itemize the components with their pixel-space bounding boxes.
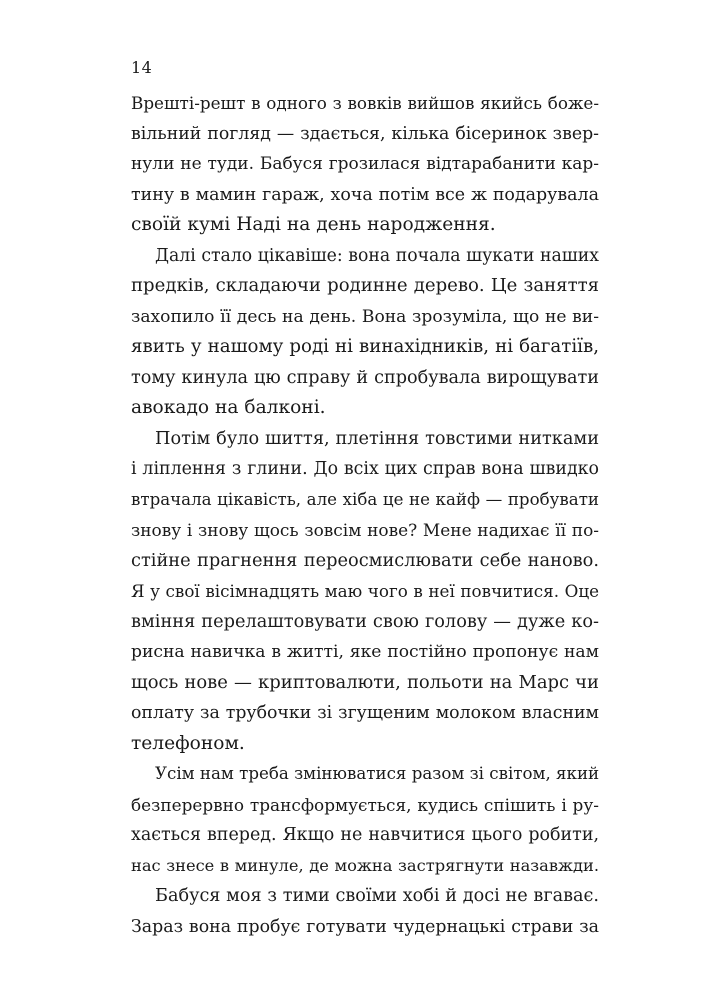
text-line: своїй кумі Наді на день народження. bbox=[131, 214, 496, 235]
text-line: тому кинула цю справу й спробувала вирощувати bbox=[131, 367, 599, 388]
text-line: захопило її десь на день. Вона зрозуміла, що не ви- bbox=[131, 306, 599, 327]
text-line: тину в мамин гараж, хоча потім все ж подарувала bbox=[131, 184, 599, 205]
text-line: авокадо на балконі. bbox=[131, 397, 326, 418]
text-line: Усім нам треба змінюватися разом зі світом, який bbox=[155, 764, 600, 783]
text-line: явить у нашому роді ні винахідників, ні багатіїв, bbox=[131, 336, 599, 357]
text-line: вільний погляд — здається, кілька бісеринок звер- bbox=[131, 123, 599, 144]
text-line: знову і знову щось зовсім нове? Мене надихає її по- bbox=[131, 520, 599, 540]
text-line: нули не туди. Бабуся грозилася відтарабанити кар- bbox=[131, 154, 599, 174]
text-line: предків, складаючи родинне дерево. Це заняття bbox=[131, 275, 599, 296]
text-line: телефоном. bbox=[131, 732, 245, 754]
text-line: хається вперед. Якщо не навчитися цього робити, bbox=[131, 825, 599, 845]
text-line: щось нове — криптовалюти, польоти на Марс чи bbox=[131, 671, 599, 693]
text-line: Я у свої вісімнадцять маю чого в неї повчитися. Оце bbox=[131, 581, 599, 601]
text-line: стійне прагнення переосмислювати себе наново. bbox=[131, 549, 599, 571]
text-line: нас знесе в минуле, де можна застрягнути назавжди. bbox=[131, 855, 599, 875]
text-line: Зараз вона пробує готувати чудернацькі страви за bbox=[131, 916, 599, 937]
text-line: Врешті-решт в одного з вовків вийшов якийсь боже- bbox=[131, 93, 599, 113]
page-number: 14 bbox=[131, 58, 153, 77]
text-line: рисна навичка в житті, яке постійно пропонує нам bbox=[131, 642, 599, 662]
text-line: Потім було шиття, плетіння товстими нитками bbox=[155, 428, 599, 449]
text-line: Бабуся моя з тими своїми хобі й досі не вгаває. bbox=[155, 886, 599, 906]
text-line: і ліплення з глини. До всіх цих справ вона швидко bbox=[131, 459, 599, 479]
body-text bbox=[131, 88, 599, 942]
text-line: вміння перелаштовувати свою голову — дуже ко- bbox=[131, 611, 599, 632]
text-line: оплату за трубочки зі згущеним молоком власним bbox=[131, 703, 599, 723]
text-line: втрачала цікавість, але хіба це не кайф — пробувати bbox=[131, 489, 599, 509]
text-line: Далі стало цікавіше: вона почала шукати наших bbox=[155, 245, 599, 266]
text-line: безперервно трансформується, кудись спішить і ру- bbox=[131, 794, 599, 815]
